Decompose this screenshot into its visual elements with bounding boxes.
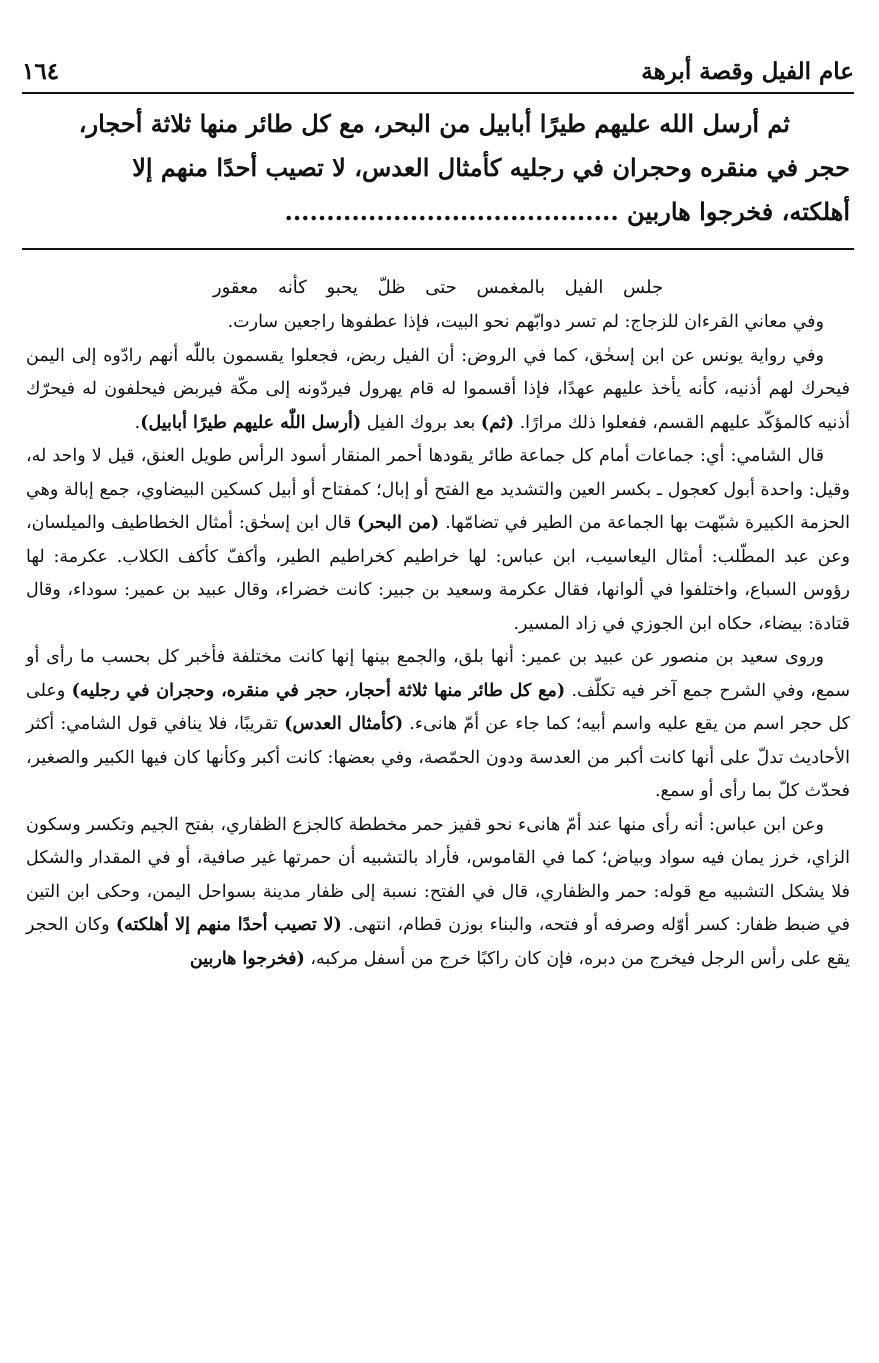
paragraph	[26, 340, 850, 441]
paragraph-text: وفي رواية يونس عن ابن إسحٰق، كما في الروض: أن الفيل ربض، فجعلوا يقسمون باللّٰه أنهم رادّوه إلى اليمن فيحرك لهم أذنيه، كأنه يأخذ عليهم عهدًا، فإذا أقسموا له قام يهرول فيردّونه إلى مكّة فيربض فيحلفون له فيحرّك أذنيه كالمؤكّد عليهم القسم، ففعلوا ذلك مرارًا.	[26, 345, 850, 433]
paragraph-text: وعلى كل حجر اسم من يقع عليه واسم أبيه؛ كما جاء عن أمّ هانىء.	[26, 680, 851, 734]
quoted-text: (لا تصيب أحدًا منهم إلا أهلكته)	[115, 915, 342, 935]
quoted-text: (من البحر)	[357, 513, 440, 533]
quoted-text: (كأمثال العدس)	[284, 714, 404, 734]
main-text	[22, 94, 854, 248]
paragraph	[26, 440, 850, 641]
quoted-text: (فخرجوا هاربين	[189, 948, 305, 969]
running-title: عام الفيل وقصة أبرهة	[641, 57, 854, 85]
main-text-line: ثم أرسل الله عليهم طيرًا أبابيل من البحر، مع كل طائر منها ثلاثة أحجار،	[78, 109, 790, 138]
paragraph-text: وروى سعيد بن منصور عن عبيد بن عمير: أنها بلق، والجمع بينها إنها كانت مختلفة فأخبر كل بحسب ما رأى أو سمع، وفي الشرح جمع آخر فيه تكلّف.	[26, 647, 850, 701]
quoted-text: (مع كل طائر منها ثلاثة أحجار، حجر في منقره، وحجران في رجليه)	[71, 680, 566, 701]
poem-verse: جلس الفيل بالمغمس حتى ظلّ يحبو كأنه معقور	[212, 277, 664, 298]
filler-dots: ........................................	[284, 197, 619, 226]
paragraph-text: .	[134, 412, 141, 433]
paragraph	[26, 809, 850, 977]
page-header	[22, 50, 854, 92]
paragraph-text: وعن ابن عباس: أنه رأى منها عند أمّ هانىء نحو قفيز حمر مخططة كالجزع الظفاري، بفتح الجيم وتكسر وسكون الزاي، خرز يمان فيه سواد وبياض؛ كما في القاموس، فأراد بالتشبيه أن حمرتها غير صافية، أو في المقدار والشكل فلا يشكل التشبيه مع قوله: حمر والظفاري، قال في الفتح: نسبة إلى ظفار مدينة بسواحل اليمن، وحكى ابن التين في ضبط ظفار: كسر أوّله وصرفه أو فتحه، والبناء بوزن قطام، انتهى.	[26, 814, 850, 935]
main-text-line-end: أهلكته، فخرجوا هاربين	[627, 197, 850, 226]
commentary	[22, 250, 854, 976]
paragraph-text: قال ابن إسحٰق: أمثال الخطاطيف والميلسان، وعن عبد المطّلب: أمثال اليعاسيب، ابن عباس: لها خراطيم كخراطيم الطير، وأكفّ كأكف الكلاب. عكرمة: لها رؤوس السباع، واختلفوا في ألوانها، فقال عكرمة وسعيد بن جبير: كانت خضراء، وقال عبيد بن عمير: سوداء، وقال قتادة: بيضاء، حكاه ابن الجوزي في زاد المسير.	[26, 513, 850, 634]
page-number: ١٦٤	[22, 57, 60, 85]
main-text-line	[26, 190, 850, 234]
paragraph	[26, 641, 850, 809]
paragraph-text: وكان الحجر يقع على رأس الرجل فيخرج من دبره، فإن كان راكبًا خرج من أسفل مركبه،	[26, 915, 850, 969]
quoted-text: (أرسل اللّٰه عليهم طيرًا أبابيل)	[140, 412, 362, 433]
paragraph-text: قال الشامي: أي: جماعات أمام كل جماعة طائر يقودها أحمر المنقار أسود الرأس طويل العنق، قيل لا واحد له، وقيل: واحدة أبول كعجول ـ بكسر العين والتشديد مع الفتح أو إبال؛ كمفتاح أو أبيل كسكين البيضاوي، جمع إبالة وهي الحزمة الكبيرة شبّهت بها الجماعة من الطير في تضامّها.	[26, 446, 850, 533]
quoted-text: (ثم)	[480, 412, 514, 433]
page	[22, 50, 854, 976]
paragraph-text: تقريبًا، فلا ينافي قول الشامي: أكثر الأحاديث تدلّ على أنها كانت أكبر من العدسة ودون الحمّصة، وفي بعضها: كانت أكبر وكأنها كان فيها الكبير والصغير، فحدّث كلّ بما رأى أو سمع.	[26, 714, 850, 801]
paragraph-text: بعد بروك الفيل	[366, 412, 476, 433]
main-text-line: حجر في منقره وحجران في رجليه كأمثال العدس، لا تصيب أحدًا منهم إلا	[132, 153, 850, 182]
paragraph: وفي معاني القرءان للزجاج: لم تسر دوابّهم نحو البيت، فإذا عطفوها راجعين سارت.	[227, 312, 824, 332]
